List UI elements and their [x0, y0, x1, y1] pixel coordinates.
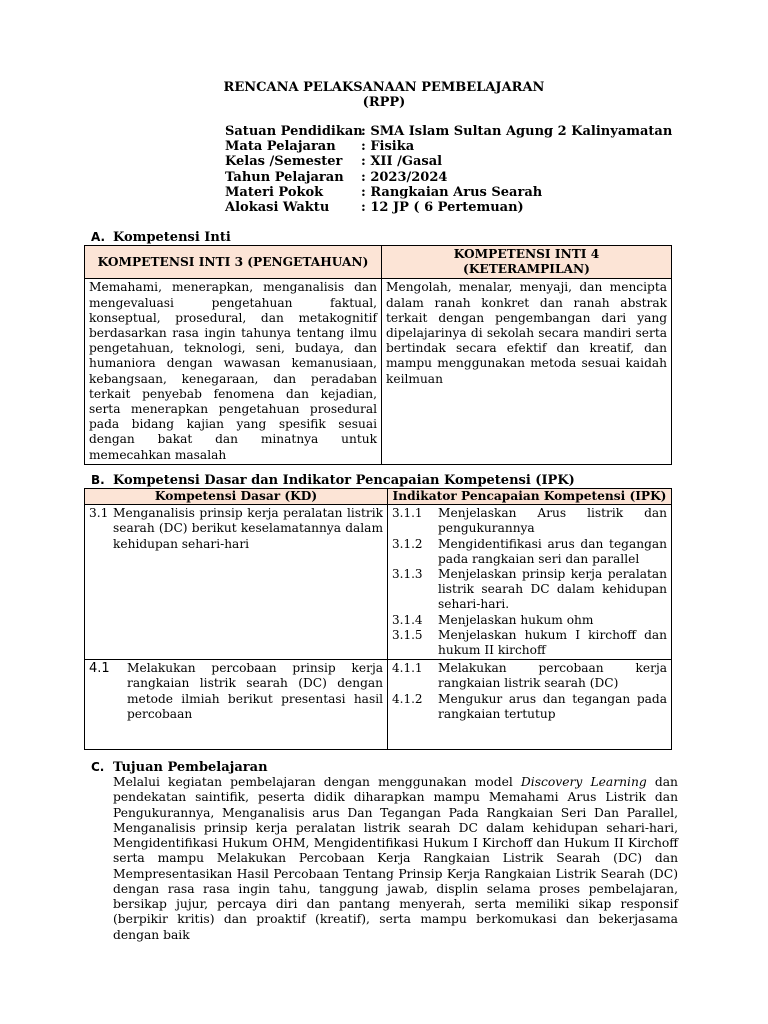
- section-c-heading: [91, 760, 268, 775]
- tujuan-text-before: Melalui kegiatan pembelajaran dengan menggunakan model: [113, 775, 521, 789]
- section-letter: B.: [91, 473, 105, 487]
- info-row-tahun: [225, 170, 672, 185]
- kd-header: Kompetensi Dasar (KD): [85, 489, 388, 505]
- ipk-item: [392, 613, 667, 628]
- section-b-heading: [91, 473, 575, 488]
- kd-text: Melakukan percobaan prinsip kerja rangkaian listrik searah (DC) dengan metode ilmiah berikut presentasi hasil percobaan: [127, 661, 383, 721]
- ipk-header: Indikator Pencapaian Kompetensi (IPK): [388, 489, 672, 505]
- section-title: Tujuan Pembelajaran: [113, 760, 268, 775]
- ki4-header-line1: KOMPETENSI INTI 4: [453, 247, 600, 261]
- info-label: Kelas /Semester: [225, 154, 343, 170]
- ipk-number: 3.1.3: [392, 567, 423, 582]
- document-title: RENCANA PELAKSANAAN PEMBELAJARAN: [223, 80, 545, 95]
- kompetensi-inti-table: [84, 245, 672, 465]
- info-value: : XII /Gasal: [361, 154, 443, 170]
- ipk-number: 3.1.5: [392, 627, 423, 642]
- info-value: : SMA Islam Sultan Agung 2 Kalinyamatan: [361, 124, 673, 139]
- ki4-header: [382, 246, 672, 279]
- ipk-item: [392, 628, 667, 658]
- info-row-mapel: [225, 139, 672, 154]
- ipk-cell-3-1: [388, 505, 672, 660]
- info-value: : Fisika: [361, 139, 415, 155]
- document-subtitle: (RPP): [362, 95, 406, 110]
- ipk-text: Mengukur arus dan tegangan pada rangkaian tertutup: [438, 691, 667, 721]
- identity-block: [225, 124, 672, 215]
- ipk-item: [392, 567, 667, 613]
- kd-number: 3.1: [89, 506, 109, 521]
- section-a-heading: [91, 230, 231, 245]
- ipk-text: Menjelaskan hukum ohm: [438, 612, 594, 627]
- ipk-number: 4.1.2: [392, 691, 423, 706]
- ki3-header: KOMPETENSI INTI 3 (PENGETAHUAN): [85, 246, 382, 279]
- section-title: Kompetensi Dasar dan Indikator Pencapaian Kompetensi (IPK): [113, 473, 575, 488]
- ipk-item: [392, 537, 667, 567]
- info-label: Mata Pelajaran: [225, 139, 336, 155]
- ipk-number: 3.1.4: [392, 612, 423, 627]
- info-label: Tahun Pelajaran: [225, 169, 344, 185]
- ipk-number: 4.1.1: [392, 661, 423, 676]
- ipk-number: 3.1.1: [392, 506, 423, 521]
- kd-ipk-table: [84, 488, 672, 750]
- ipk-text: Mengidentifikasi arus dan tegangan pada rangkaian seri dan parallel: [438, 536, 667, 566]
- ipk-item: [392, 692, 667, 722]
- info-value: : Rangkaian Arus Searah: [361, 184, 543, 200]
- kd-number: 4.1: [89, 661, 110, 677]
- kd-cell-3-1: [85, 505, 388, 660]
- info-row-satuan: [225, 124, 672, 139]
- info-label: Materi Pokok: [225, 184, 324, 200]
- ki3-cell: Memahami, menerapkan, menganalisis dan mengevaluasi pengetahuan faktual, konseptual, prosedural, dan metakognitif berdasarkan rasa ingin tahunya tentang ilmu pengetahuan, teknologi, seni, budaya, dan humaniora dengan wawasan kemanusiaan, kebangsaan, kenegaraan, dan peradaban terkait penyebab fenomena dan kejadian, serta menerapkan pengetahuan prosedural pada bidang kajian yang spesifik sesuai dengan bakat dan minatnya untuk memecahkan masalah: [85, 279, 382, 464]
- section-title: Kompetensi Inti: [113, 230, 231, 245]
- ki4-header-line2: (KETERAMPILAN): [463, 262, 590, 277]
- ipk-text: Menjelaskan Arus listrik dan pengukurannya: [438, 506, 667, 536]
- section-letter: A.: [91, 230, 106, 244]
- tujuan-paragraph: [113, 775, 678, 943]
- ipk-number: 3.1.2: [392, 536, 423, 551]
- ipk-item: [392, 506, 667, 536]
- kd-item: [89, 661, 383, 722]
- info-row-kelas: [225, 154, 672, 169]
- ipk-item: [392, 661, 667, 691]
- section-letter: C.: [91, 760, 105, 774]
- info-label: Alokasi Waktu: [225, 199, 330, 215]
- ipk-text: Menjelaskan prinsip kerja peralatan listrik searah DC dalam kehidupan sehari-hari.: [438, 567, 667, 612]
- kd-item: [89, 506, 383, 552]
- ipk-text: Melakukan percobaan kerja rangkaian listrik searah (DC): [438, 661, 667, 691]
- info-row-alokasi: [225, 200, 672, 215]
- tujuan-text-after: dan pendekatan saintifik, peserta didik diharapkan mampu Memahami Arus Listrik dan Pengukurannya, Menganalisis arus Dan Tegangan Pada Rangkaian Seri Dan Parallel, Menganalisis prinsip kerja peralatan listrik searah DC dalam kehidupan sehari-hari, Mengidentifikasi Hukum OHM, Mengidentifikasi Hukum I Kirchoff dan Hukum II Kirchoff serta mampu Melakukan Percobaan Kerja Rangkaian Listrik Searah (DC) dan Mempresentasikan Hasil Percobaan Tentang Prinsip Kerja Rangkaian Listrik Searah (DC) dengan rasa rasa ingin tahu, tanggung jawab, displin selama proses pembelajaran, bersikap jujur, percaya diri dan pantang menyerah, serta memiliki sikap responsif (berpikir kritis) dan proaktif (kreatif), serta mampu berkomukasi dan bekerjasama dengan baik: [113, 775, 678, 942]
- ipk-cell-4-1: [388, 660, 672, 750]
- info-label: Satuan Pendidikan: [225, 124, 363, 139]
- info-value: : 12 JP ( 6 Pertemuan): [361, 199, 524, 215]
- kd-cell-4-1: [85, 660, 388, 750]
- info-value: : 2023/2024: [361, 169, 448, 185]
- kd-text: Menganalisis prinsip kerja peralatan listrik searah (DC) berikut keselamatannya dalam kehidupan sehari-hari: [113, 506, 383, 551]
- ipk-text: Menjelaskan hukum I kirchoff dan hukum II kirchoff: [438, 627, 667, 658]
- tujuan-model: Discovery Learning: [520, 775, 647, 789]
- info-row-materi: [225, 185, 672, 200]
- ki4-cell: Mengolah, menalar, menyaji, dan mencipta dalam ranah konkret dan ranah abstrak terkait dengan pengembangan dari yang dipelajarinya di sekolah secara mandiri serta bertindak secara efektif dan kreatif, dan mampu menggunakan metoda sesuai kaidah keilmuan: [382, 279, 672, 464]
